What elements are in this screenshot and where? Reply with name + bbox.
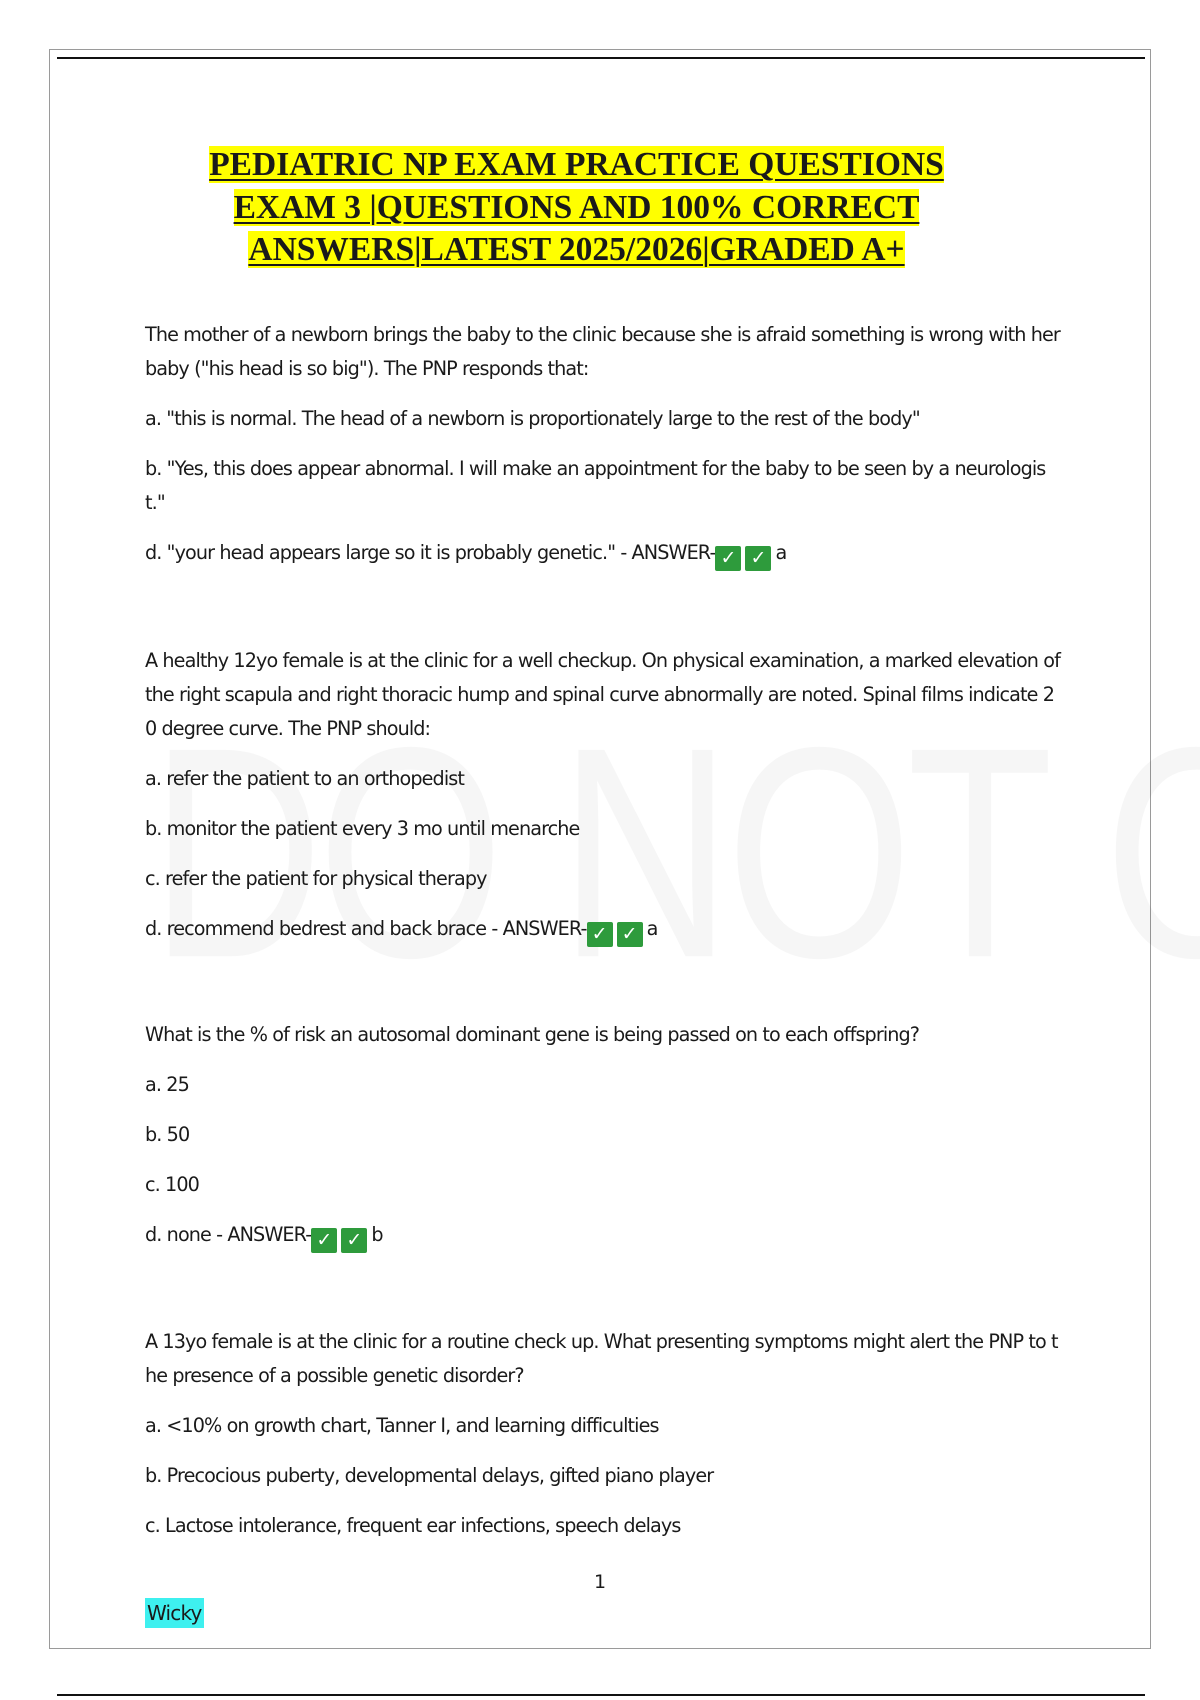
answer-option-b: b. "Yes, this does appear abnormal. I will make an appointment for the baby to be seen by a neurologist." xyxy=(145,457,1046,514)
answer-option-d: d. "your head appears large so it is probably genetic." - ANSWER- xyxy=(145,541,716,564)
bottom-rule xyxy=(57,1694,1145,1696)
correct-answer: a xyxy=(775,541,787,564)
answer-option-d: d. recommend bedrest and back brace - ANSWER- xyxy=(145,917,587,940)
author-label: Wicky xyxy=(145,1598,204,1628)
top-rule xyxy=(57,57,1145,59)
check-icon: ✓ xyxy=(715,546,741,571)
correct-answer: b xyxy=(371,1223,383,1246)
page-number: 1 xyxy=(593,1571,607,1593)
question-3 xyxy=(145,1018,1065,1253)
answer-option-a: a. "this is normal. The head of a newborn is proportionately large to the rest of the body" xyxy=(145,407,920,430)
answer-line xyxy=(145,912,1065,947)
title-line-2: EXAM 3 |QUESTIONS AND 100% CORRECT xyxy=(233,188,920,226)
answer-option-b: b. 50 xyxy=(145,1123,190,1146)
answer-option-b: b. monitor the patient every 3 mo until menarche xyxy=(145,817,580,840)
check-icon: ✓ xyxy=(311,1228,337,1253)
correct-answer: a xyxy=(646,917,658,940)
answer-option-a: a. refer the patient to an orthopedist xyxy=(145,767,464,790)
question-stem: The mother of a newborn brings the baby to the clinic because she is afraid something is wrong with her baby ("his head is so big"). The PNP responds that: xyxy=(145,323,1060,380)
question-stem: What is the % of risk an autosomal dominant gene is being passed on to each offspring? xyxy=(145,1023,920,1046)
answer-option-d: d. none - ANSWER- xyxy=(145,1223,312,1246)
question-2 xyxy=(145,644,1065,947)
check-icon: ✓ xyxy=(745,546,771,571)
answer-option-c: c. 100 xyxy=(145,1173,199,1196)
question-1 xyxy=(145,318,1065,571)
title-line-3: ANSWERS|LATEST 2025/2026|GRADED A+ xyxy=(248,231,905,268)
check-icon: ✓ xyxy=(617,922,643,947)
answer-line xyxy=(145,536,1065,571)
document-title xyxy=(60,144,1093,272)
answer-line xyxy=(145,1218,1065,1253)
question-4 xyxy=(145,1325,1065,1543)
check-icon: ✓ xyxy=(587,922,613,947)
title-line-1: PEDIATRIC NP EXAM PRACTICE QUESTIONS xyxy=(209,146,944,183)
answer-option-c: c. Lactose intolerance, frequent ear infections, speech delays xyxy=(145,1514,681,1537)
check-icon: ✓ xyxy=(341,1228,367,1253)
question-stem: A healthy 12yo female is at the clinic for a well checkup. On physical examination, a marked elevation of the right scapula and right thoracic hump and spinal curve abnormally are noted. Spinal films indicate 20 degree curve. The PNP should: xyxy=(145,649,1060,740)
answer-option-c: c. refer the patient for physical therapy xyxy=(145,867,487,890)
answer-option-a: a. <10% on growth chart, Tanner I, and learning difficulties xyxy=(145,1414,659,1437)
answer-option-a: a. 25 xyxy=(145,1073,189,1096)
question-stem: A 13yo female is at the clinic for a routine check up. What presenting symptoms might alert the PNP to the presence of a possible genetic disorder? xyxy=(145,1330,1058,1387)
answer-option-b: b. Precocious puberty, developmental delays, gifted piano player xyxy=(145,1464,714,1487)
